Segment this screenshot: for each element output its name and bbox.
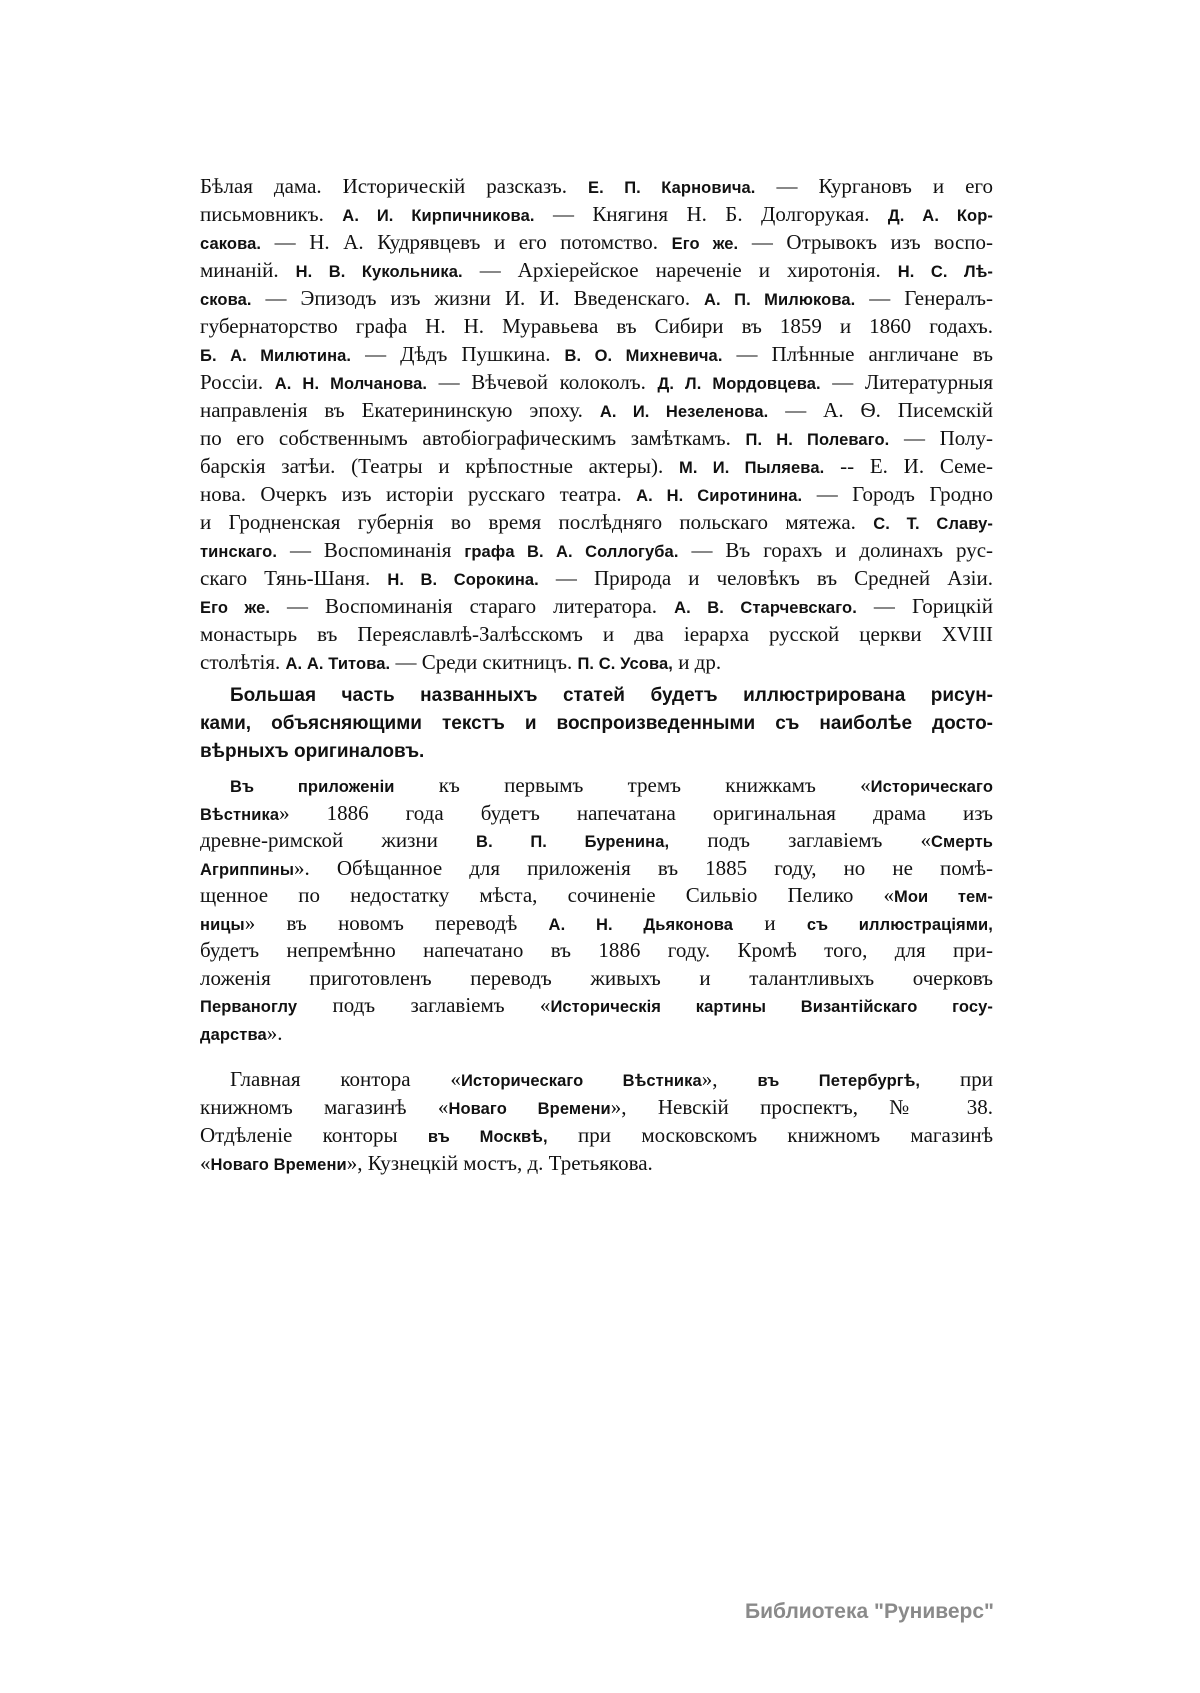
bold-text-run: Агриппины — [200, 860, 295, 879]
text-run: и др. — [672, 650, 722, 674]
bold-text-run: графа В. А. Соллогуба. — [464, 543, 679, 561]
bold-text-run: въ Петербургѣ, — [757, 1072, 921, 1090]
text-run: древне-римской жизни — [200, 828, 477, 852]
bold-text-run: ками, объясняющими текстъ и воспроизведенными съ наиболѣе досто- — [200, 713, 993, 734]
text-run: направленія въ Екатерининскую эпоху. — [200, 398, 600, 422]
text-line — [200, 992, 993, 1020]
text-line — [200, 682, 993, 710]
text-run: — А. Ѳ. Писемскій — [768, 398, 993, 422]
bold-text-run: Н. В. Кукольника. — [295, 263, 463, 281]
text-run: — Природа и человѣкъ въ Средней Азіи. — [538, 566, 993, 590]
text-line — [200, 1149, 993, 1177]
text-run: и Гродненская губернія во время послѣдняго польскаго мятежа. — [200, 510, 874, 534]
bold-text-run: Его же. — [671, 235, 739, 253]
text-line — [200, 284, 993, 312]
text-run: — Эпизодъ изъ жизни И. И. Введенскаго. — [251, 286, 705, 310]
bold-text-run: А. И. Незеленова. — [599, 403, 769, 421]
text-run: », — [701, 1067, 758, 1091]
text-line — [200, 937, 993, 965]
paragraph — [200, 1065, 993, 1177]
text-run: », Кузнецкій мостъ, д. Третьякова. — [346, 1151, 653, 1175]
text-run: столѣтія. — [200, 650, 286, 674]
text-run: — Полу- — [889, 426, 993, 450]
text-line — [200, 855, 993, 883]
text-line — [200, 1093, 993, 1121]
paragraph — [200, 772, 993, 1047]
text-line — [200, 910, 993, 938]
text-run: — Отрывокъ изъ воспо- — [738, 230, 993, 254]
text-run: — Горицкій — [856, 594, 993, 618]
library-watermark: Библиотека "Руниверс" — [745, 1600, 995, 1623]
text-run: — Н. А. Кудрявцевъ и его потомство. — [261, 230, 672, 254]
text-line — [200, 648, 993, 676]
text-line — [200, 800, 993, 828]
bold-text-run: Н. В. Сорокина. — [387, 571, 539, 589]
text-line — [200, 710, 993, 738]
text-run: монастырь въ Переяславлѣ-Залѣсскомъ и два іерарха русской церкви XVIII — [200, 622, 993, 646]
text-run: — Воспоминанія стараго литератора. — [270, 594, 675, 618]
text-run: « — [200, 1151, 211, 1175]
text-run: — Въ горахъ и долинахъ рус- — [678, 538, 994, 562]
text-run: Бѣлая дама. Историческій разсказъ. — [200, 174, 588, 198]
text-line — [200, 592, 993, 620]
bold-text-run: дарства — [200, 1025, 267, 1044]
text-run: по его собственнымъ автобіографическимъ замѣткамъ. — [200, 426, 746, 450]
bold-text-run: Мои тем- — [894, 888, 994, 906]
text-run: Отдѣленіе конторы — [200, 1123, 428, 1147]
text-run: будетъ непремѣнно напечатано въ 1886 году. Кромѣ того, для при- — [200, 938, 993, 962]
text-run: — Кургановъ и его — [755, 174, 993, 198]
paragraph — [200, 682, 993, 766]
text-run: » въ новомъ переводѣ — [244, 910, 549, 935]
bold-text-run: Историческаго — [870, 778, 993, 796]
bold-text-run: В. О. Михневича. — [564, 347, 723, 365]
bold-text-run: Историческаго Вѣстника — [460, 1072, 702, 1090]
bold-text-run: П. С. Усова, — [577, 655, 673, 673]
bold-text-run: Историческія картины Византійскаго госу- — [550, 998, 994, 1016]
text-line — [200, 256, 993, 284]
bold-text-run: Новаго Времени — [448, 1100, 611, 1118]
bold-text-run: П. Н. Полеваго. — [745, 431, 890, 449]
bold-text-run: Новаго Времени — [210, 1156, 347, 1174]
bold-text-run: С. Т. Славу- — [873, 515, 994, 533]
text-line — [200, 827, 993, 855]
bold-text-run: Б. А. Милютина. — [200, 347, 352, 365]
bold-text-run: Д. А. Кор- — [887, 207, 993, 225]
text-run: — Княгиня Н. Б. Долгорукая. — [534, 202, 888, 226]
text-line — [200, 480, 993, 508]
text-line — [200, 620, 993, 648]
text-run: — Литературныя — [820, 370, 993, 394]
text-line — [200, 424, 993, 452]
text-line — [200, 772, 993, 800]
text-run: — Генералъ- — [855, 286, 993, 310]
text-run: Россіи. — [200, 370, 275, 394]
bold-text-run: ницы — [200, 915, 245, 934]
text-run: барскія затѣи. (Театры и крѣпостные актеры). — [200, 454, 680, 478]
text-run: подъ заглавіемъ « — [669, 828, 932, 852]
text-run: книжномъ магазинѣ « — [200, 1095, 449, 1119]
text-run: -- Е. И. Семе- — [824, 454, 994, 478]
text-line — [200, 172, 993, 200]
text-run: при — [920, 1067, 994, 1091]
paragraph — [200, 172, 993, 676]
text-run: — Дѣдъ Пушкина. — [351, 342, 565, 366]
bold-text-run: вѣрныхъ оригиналовъ. — [200, 741, 425, 762]
bold-text-run: съ иллюстраціями, — [806, 915, 993, 934]
bold-text-run: тинскаго. — [200, 543, 278, 561]
text-line — [200, 312, 993, 340]
text-line — [200, 1020, 993, 1048]
bold-text-run: А. А. Титова. — [285, 655, 391, 673]
bold-text-run: Н. С. Лѣ- — [897, 263, 993, 281]
text-run: Главная контора « — [230, 1067, 461, 1091]
bold-text-run: Вѣстника — [200, 805, 280, 824]
text-run: — Среди скитницъ. — [390, 650, 578, 674]
text-line — [200, 882, 993, 910]
text-run: — Городъ Гродно — [802, 482, 993, 506]
text-run: подъ заглавіемъ « — [297, 993, 551, 1017]
text-run: — Архіерейское нареченіе и хиротонія. — [462, 258, 898, 282]
bold-text-run: А. Н. Молчанова. — [274, 375, 428, 393]
bold-text-run: А. Н. Сиротинина. — [636, 487, 803, 505]
text-run: и — [733, 910, 807, 935]
text-line — [200, 368, 993, 396]
bold-text-run: Перваноглу — [200, 998, 298, 1016]
bold-text-run: А. И. Кирпичникова. — [342, 207, 535, 225]
text-run: ». — [266, 1020, 283, 1045]
text-line — [200, 340, 993, 368]
bold-text-run: А. В. Старчевскаго. — [674, 599, 857, 617]
text-run: письмовникъ. — [200, 202, 343, 226]
text-line — [200, 536, 993, 564]
bold-text-run: скова. — [200, 291, 252, 309]
text-run: щенное по недостатку мѣста, сочиненіе Сильвіо Пелико « — [200, 883, 894, 907]
bold-text-run: Большая часть названныхъ статей будетъ иллюстрирована рисун- — [230, 685, 993, 706]
text-line — [200, 396, 993, 424]
text-run: ». Обѣщанное для приложенія въ 1885 году, но не помѣ- — [294, 855, 993, 880]
document-body — [200, 172, 993, 1183]
text-run: — Воспоминанія — [277, 538, 465, 562]
text-run: при московскомъ книжномъ магазинѣ — [547, 1123, 993, 1147]
text-run: скаго Тянь-Шаня. — [200, 566, 388, 590]
bold-text-run: Въ приложеніи — [230, 778, 395, 796]
bold-text-run: А. Н. Дьяконова — [548, 915, 734, 934]
text-line — [200, 452, 993, 480]
text-run: губернаторство графа Н. Н. Муравьева въ Сибири въ 1859 и 1860 годахъ. — [200, 314, 993, 338]
text-run: — Плѣнные англичане въ — [722, 342, 993, 366]
text-line — [200, 228, 993, 256]
text-run: », Невскій проспектъ, № 38. — [610, 1095, 994, 1119]
bold-text-run: А. П. Милюкова. — [704, 291, 856, 309]
text-run: ложенія приготовленъ переводъ живыхъ и талантливыхъ очерковъ — [200, 965, 993, 990]
bold-text-run: сакова. — [200, 235, 262, 253]
bold-text-run: Е. П. Карновича. — [587, 179, 756, 197]
bold-text-run: въ Москвѣ, — [427, 1128, 548, 1146]
bold-text-run: Д. Л. Мордовцева. — [657, 375, 821, 393]
text-run: нова. Очеркъ изъ исторіи русскаго театра. — [200, 482, 637, 506]
text-line — [200, 508, 993, 536]
text-run: къ первымъ тремъ книжкамъ « — [394, 773, 871, 797]
text-line — [200, 564, 993, 592]
text-line — [200, 200, 993, 228]
text-line — [200, 738, 993, 766]
bold-text-run: В. П. Буренина, — [476, 833, 670, 851]
text-run: минаній. — [200, 258, 296, 282]
text-run: — Вѣчевой колоколъ. — [427, 370, 658, 394]
text-line — [200, 1065, 993, 1093]
bold-text-run: Смерть — [931, 833, 994, 851]
text-line — [200, 965, 993, 993]
bold-text-run: М. И. Пыляева. — [679, 459, 825, 477]
text-line — [200, 1121, 993, 1149]
text-run: » 1886 года будетъ напечатана оригинальная драма изъ — [279, 800, 993, 825]
bold-text-run: Его же. — [200, 599, 271, 617]
